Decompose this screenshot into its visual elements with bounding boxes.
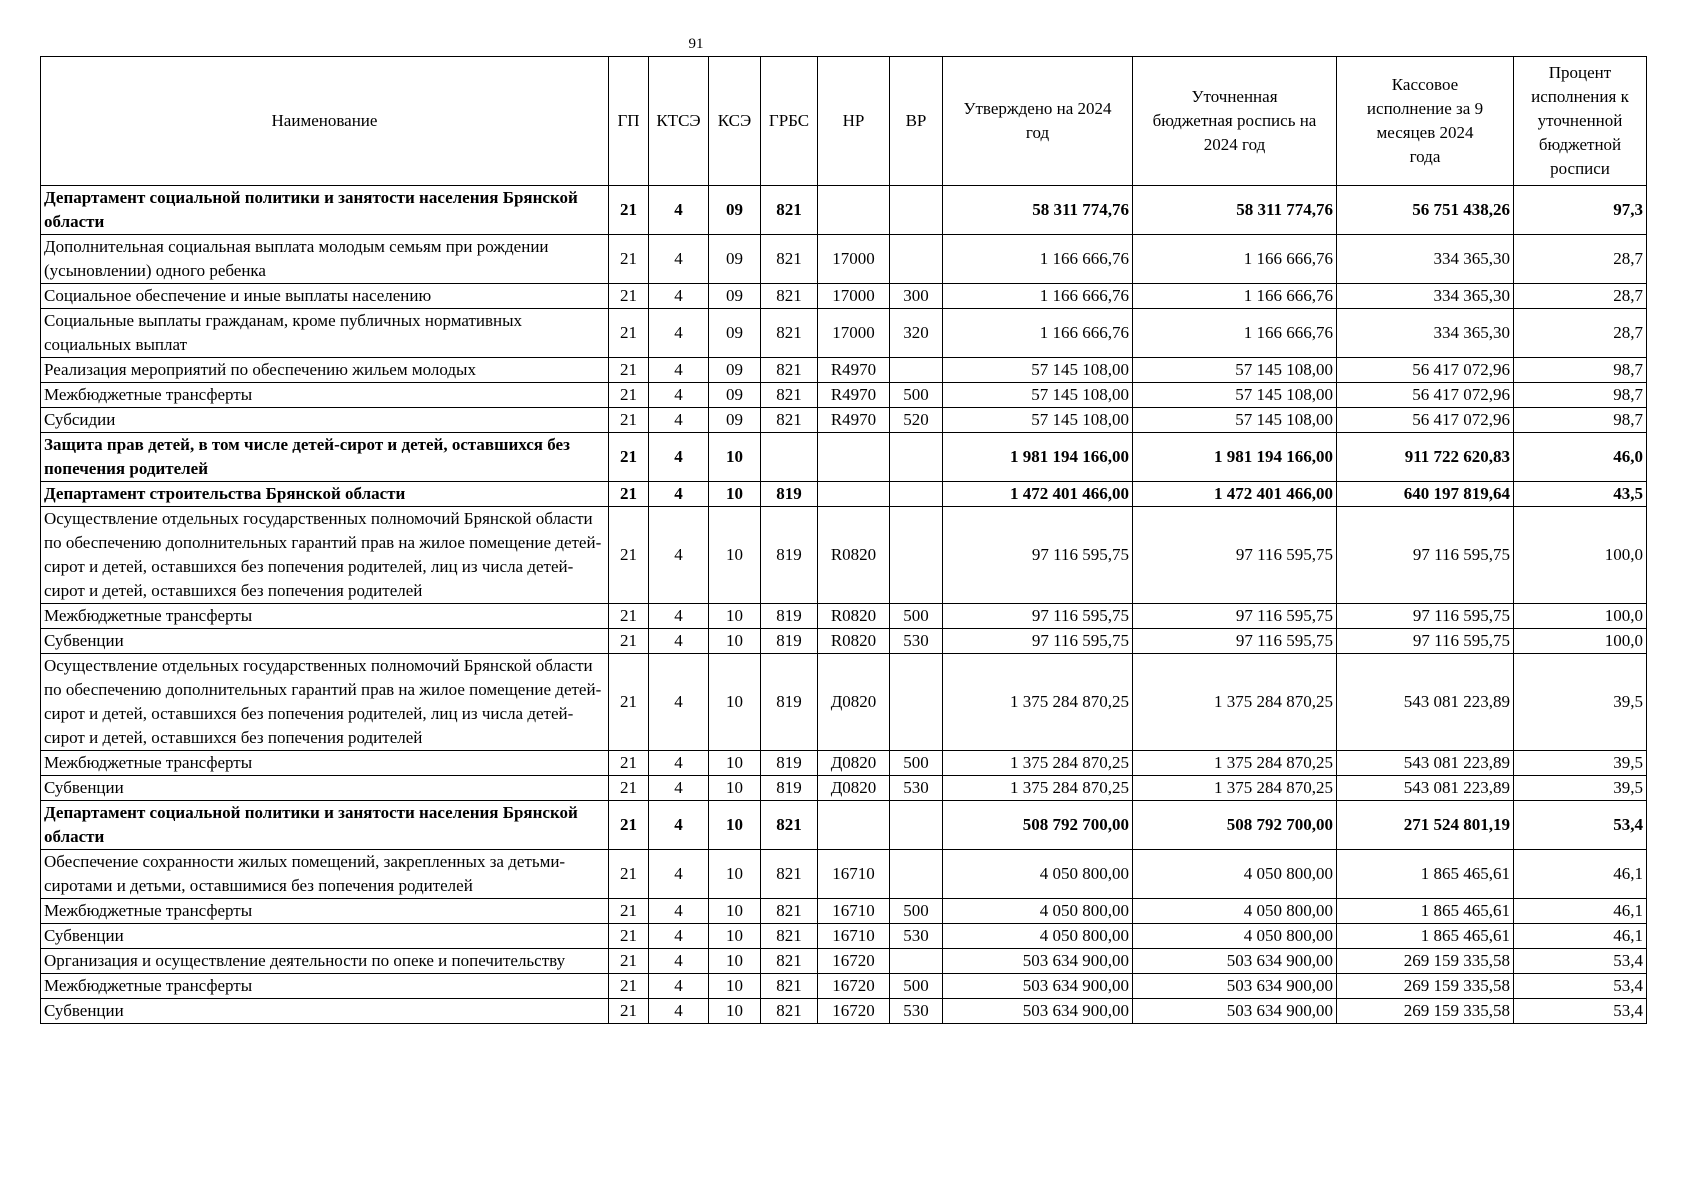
cell-cash: 56 751 438,26 <box>1337 186 1514 235</box>
cell-cash: 97 116 595,75 <box>1337 507 1514 604</box>
cell-ktse: 4 <box>649 507 709 604</box>
cell-np: R0820 <box>818 629 890 654</box>
table-row <box>41 482 1647 507</box>
cell-refined: 57 145 108,00 <box>1133 358 1337 383</box>
cell-approved: 1 375 284 870,25 <box>943 654 1133 751</box>
cell-cash: 543 081 223,89 <box>1337 751 1514 776</box>
cell-name: Межбюджетные трансферты <box>41 604 609 629</box>
cell-kse: 09 <box>709 358 761 383</box>
cell-refined: 508 792 700,00 <box>1133 801 1337 850</box>
cell-refined: 1 472 401 466,00 <box>1133 482 1337 507</box>
cell-gp: 21 <box>609 776 649 801</box>
cell-name: Дополнительная социальная выплата молодым семьям при рождении (усыновлении) одного ребенка <box>41 235 609 284</box>
header-approved: Утверждено на 2024 год <box>943 57 1133 186</box>
cell-gp: 21 <box>609 850 649 899</box>
cell-np: R4970 <box>818 358 890 383</box>
table-row <box>41 801 1647 850</box>
cell-np: 17000 <box>818 235 890 284</box>
cell-name: Межбюджетные трансферты <box>41 383 609 408</box>
cell-approved: 4 050 800,00 <box>943 924 1133 949</box>
cell-kse: 10 <box>709 801 761 850</box>
cell-ktse: 4 <box>649 235 709 284</box>
cell-grbs: 821 <box>761 974 818 999</box>
cell-grbs: 821 <box>761 801 818 850</box>
cell-gp: 21 <box>609 949 649 974</box>
cell-name: Субвенции <box>41 776 609 801</box>
cell-name: Осуществление отдельных государственных полномочий Брянской области по обеспечению дополнительных гарантий прав на жилое помещение детей-сирот и детей, оставшихся без попечения родителей, лиц из числа детей-сирот и детей, оставшихся без попечения родителей <box>41 507 609 604</box>
cell-refined: 1 166 666,76 <box>1133 235 1337 284</box>
cell-ktse: 4 <box>649 186 709 235</box>
cell-ktse: 4 <box>649 654 709 751</box>
cell-gp: 21 <box>609 309 649 358</box>
cell-grbs: 819 <box>761 604 818 629</box>
cell-approved: 1 166 666,76 <box>943 309 1133 358</box>
cell-grbs: 821 <box>761 899 818 924</box>
cell-approved: 97 116 595,75 <box>943 604 1133 629</box>
cell-refined: 57 145 108,00 <box>1133 383 1337 408</box>
cell-name: Субсидии <box>41 408 609 433</box>
cell-percent: 53,4 <box>1514 974 1647 999</box>
cell-ktse: 4 <box>649 284 709 309</box>
cell-name: Департамент строительства Брянской области <box>41 482 609 507</box>
header-grbs: ГРБС <box>761 57 818 186</box>
cell-grbs: 821 <box>761 235 818 284</box>
cell-kse: 10 <box>709 999 761 1024</box>
cell-vr <box>890 433 943 482</box>
cell-ktse: 4 <box>649 604 709 629</box>
cell-gp: 21 <box>609 383 649 408</box>
table-row <box>41 974 1647 999</box>
cell-vr <box>890 186 943 235</box>
budget-table <box>40 56 1647 1024</box>
cell-vr <box>890 235 943 284</box>
cell-grbs: 821 <box>761 999 818 1024</box>
cell-kse: 09 <box>709 235 761 284</box>
cell-grbs: 821 <box>761 924 818 949</box>
cell-kse: 09 <box>709 383 761 408</box>
cell-np: Д0820 <box>818 776 890 801</box>
cell-vr <box>890 507 943 604</box>
cell-refined: 97 116 595,75 <box>1133 629 1337 654</box>
cell-vr: 500 <box>890 383 943 408</box>
cell-kse: 09 <box>709 408 761 433</box>
header-gp: ГП <box>609 57 649 186</box>
cell-name: Субвенции <box>41 999 609 1024</box>
cell-np: R0820 <box>818 604 890 629</box>
cell-np <box>818 433 890 482</box>
cell-grbs: 819 <box>761 507 818 604</box>
cell-vr: 530 <box>890 999 943 1024</box>
cell-approved: 4 050 800,00 <box>943 899 1133 924</box>
table-row <box>41 751 1647 776</box>
cell-name: Социальные выплаты гражданам, кроме публичных нормативных социальных выплат <box>41 309 609 358</box>
cell-approved: 1 375 284 870,25 <box>943 776 1133 801</box>
header-vr: ВР <box>890 57 943 186</box>
cell-cash: 334 365,30 <box>1337 235 1514 284</box>
cell-cash: 543 081 223,89 <box>1337 776 1514 801</box>
cell-gp: 21 <box>609 186 649 235</box>
cell-cash: 911 722 620,83 <box>1337 433 1514 482</box>
header-cash: Кассовое исполнение за 9 месяцев 2024 года <box>1337 57 1514 186</box>
cell-name: Реализация мероприятий по обеспечению жильем молодых <box>41 358 609 383</box>
cell-name: Департамент социальной политики и занятости населения Брянской области <box>41 186 609 235</box>
cell-grbs: 821 <box>761 949 818 974</box>
cell-grbs: 819 <box>761 751 818 776</box>
cell-name: Организация и осуществление деятельности по опеке и попечительству <box>41 949 609 974</box>
cell-name: Субвенции <box>41 629 609 654</box>
cell-np: Д0820 <box>818 654 890 751</box>
cell-np: 16710 <box>818 850 890 899</box>
cell-percent: 46,1 <box>1514 850 1647 899</box>
cell-refined: 57 145 108,00 <box>1133 408 1337 433</box>
cell-kse: 10 <box>709 482 761 507</box>
cell-vr: 520 <box>890 408 943 433</box>
cell-percent: 53,4 <box>1514 801 1647 850</box>
cell-ktse: 4 <box>649 383 709 408</box>
cell-percent: 97,3 <box>1514 186 1647 235</box>
cell-np: 16710 <box>818 924 890 949</box>
cell-ktse: 4 <box>649 949 709 974</box>
table-row <box>41 629 1647 654</box>
cell-vr: 530 <box>890 629 943 654</box>
cell-refined: 1 375 284 870,25 <box>1133 654 1337 751</box>
cell-np: R4970 <box>818 408 890 433</box>
cell-gp: 21 <box>609 482 649 507</box>
cell-vr: 530 <box>890 924 943 949</box>
cell-refined: 4 050 800,00 <box>1133 850 1337 899</box>
cell-ktse: 4 <box>649 482 709 507</box>
cell-kse: 10 <box>709 654 761 751</box>
cell-cash: 271 524 801,19 <box>1337 801 1514 850</box>
cell-name: Межбюджетные трансферты <box>41 974 609 999</box>
cell-name: Осуществление отдельных государственных полномочий Брянской области по обеспечению дополнительных гарантий прав на жилое помещение детей-сирот и детей, оставшихся без попечения родителей, лиц из числа детей-сирот и детей, оставшихся без попечения родителей <box>41 654 609 751</box>
cell-ktse: 4 <box>649 358 709 383</box>
table-row <box>41 654 1647 751</box>
cell-refined: 58 311 774,76 <box>1133 186 1337 235</box>
cell-np: 17000 <box>818 309 890 358</box>
cell-np: 16720 <box>818 999 890 1024</box>
cell-ktse: 4 <box>649 408 709 433</box>
cell-grbs: 819 <box>761 482 818 507</box>
cell-np: 16720 <box>818 949 890 974</box>
cell-gp: 21 <box>609 507 649 604</box>
cell-grbs: 821 <box>761 358 818 383</box>
cell-approved: 57 145 108,00 <box>943 383 1133 408</box>
cell-name: Защита прав детей, в том числе детей-сирот и детей, оставшихся без попечения родителей <box>41 433 609 482</box>
cell-kse: 10 <box>709 776 761 801</box>
header-np: НР <box>818 57 890 186</box>
cell-approved: 508 792 700,00 <box>943 801 1133 850</box>
table-row <box>41 186 1647 235</box>
cell-kse: 10 <box>709 433 761 482</box>
cell-np <box>818 482 890 507</box>
table-row <box>41 949 1647 974</box>
cell-np: R4970 <box>818 383 890 408</box>
cell-cash: 97 116 595,75 <box>1337 629 1514 654</box>
cell-gp: 21 <box>609 433 649 482</box>
cell-grbs: 821 <box>761 309 818 358</box>
cell-kse: 10 <box>709 604 761 629</box>
cell-cash: 334 365,30 <box>1337 309 1514 358</box>
cell-percent: 100,0 <box>1514 604 1647 629</box>
cell-vr: 300 <box>890 284 943 309</box>
cell-ktse: 4 <box>649 629 709 654</box>
cell-approved: 58 311 774,76 <box>943 186 1133 235</box>
table-row <box>41 433 1647 482</box>
cell-percent: 39,5 <box>1514 654 1647 751</box>
table-row <box>41 284 1647 309</box>
cell-kse: 09 <box>709 186 761 235</box>
cell-ktse: 4 <box>649 999 709 1024</box>
table-row <box>41 408 1647 433</box>
cell-percent: 46,0 <box>1514 433 1647 482</box>
cell-gp: 21 <box>609 801 649 850</box>
cell-percent: 28,7 <box>1514 284 1647 309</box>
cell-grbs: 821 <box>761 850 818 899</box>
cell-vr <box>890 482 943 507</box>
cell-name: Субвенции <box>41 924 609 949</box>
table-row <box>41 850 1647 899</box>
header-refined: Уточненная бюджетная роспись на 2024 год <box>1133 57 1337 186</box>
table-row <box>41 999 1647 1024</box>
cell-percent: 53,4 <box>1514 949 1647 974</box>
cell-approved: 1 375 284 870,25 <box>943 751 1133 776</box>
cell-cash: 97 116 595,75 <box>1337 604 1514 629</box>
cell-refined: 97 116 595,75 <box>1133 507 1337 604</box>
cell-ktse: 4 <box>649 776 709 801</box>
cell-kse: 10 <box>709 974 761 999</box>
cell-cash: 334 365,30 <box>1337 284 1514 309</box>
cell-gp: 21 <box>609 999 649 1024</box>
table-body <box>41 186 1647 1024</box>
cell-cash: 56 417 072,96 <box>1337 408 1514 433</box>
cell-ktse: 4 <box>649 433 709 482</box>
cell-grbs <box>761 433 818 482</box>
cell-approved: 97 116 595,75 <box>943 629 1133 654</box>
cell-name: Департамент социальной политики и занятости населения Брянской области <box>41 801 609 850</box>
cell-percent: 98,7 <box>1514 383 1647 408</box>
cell-ktse: 4 <box>649 899 709 924</box>
cell-vr <box>890 358 943 383</box>
cell-grbs: 819 <box>761 776 818 801</box>
page-number: 91 <box>688 36 704 52</box>
cell-name: Обеспечение сохранности жилых помещений, закрепленных за детьми-сиротами и детьми, оставшимися без попечения родителей <box>41 850 609 899</box>
cell-kse: 10 <box>709 949 761 974</box>
cell-kse: 10 <box>709 850 761 899</box>
cell-cash: 640 197 819,64 <box>1337 482 1514 507</box>
cell-ktse: 4 <box>649 801 709 850</box>
cell-percent: 100,0 <box>1514 507 1647 604</box>
cell-name: Социальное обеспечение и иные выплаты населению <box>41 284 609 309</box>
cell-percent: 100,0 <box>1514 629 1647 654</box>
cell-vr <box>890 850 943 899</box>
header-percent: Процент исполнения к уточненной бюджетной росписи <box>1514 57 1647 186</box>
cell-vr: 320 <box>890 309 943 358</box>
cell-approved: 1 472 401 466,00 <box>943 482 1133 507</box>
cell-percent: 46,1 <box>1514 899 1647 924</box>
cell-gp: 21 <box>609 235 649 284</box>
cell-percent: 28,7 <box>1514 309 1647 358</box>
cell-grbs: 821 <box>761 383 818 408</box>
cell-refined: 4 050 800,00 <box>1133 899 1337 924</box>
cell-refined: 1 166 666,76 <box>1133 284 1337 309</box>
cell-approved: 1 166 666,76 <box>943 284 1133 309</box>
cell-refined: 1 981 194 166,00 <box>1133 433 1337 482</box>
cell-approved: 503 634 900,00 <box>943 974 1133 999</box>
cell-name: Межбюджетные трансферты <box>41 899 609 924</box>
cell-np: R0820 <box>818 507 890 604</box>
cell-refined: 503 634 900,00 <box>1133 949 1337 974</box>
cell-refined: 1 375 284 870,25 <box>1133 776 1337 801</box>
cell-percent: 98,7 <box>1514 408 1647 433</box>
cell-ktse: 4 <box>649 309 709 358</box>
cell-approved: 4 050 800,00 <box>943 850 1133 899</box>
cell-gp: 21 <box>609 974 649 999</box>
cell-np: 17000 <box>818 284 890 309</box>
cell-vr: 500 <box>890 899 943 924</box>
cell-grbs: 819 <box>761 654 818 751</box>
table-row <box>41 604 1647 629</box>
cell-kse: 10 <box>709 507 761 604</box>
cell-grbs: 821 <box>761 284 818 309</box>
cell-gp: 21 <box>609 899 649 924</box>
cell-cash: 56 417 072,96 <box>1337 383 1514 408</box>
cell-percent: 43,5 <box>1514 482 1647 507</box>
cell-refined: 503 634 900,00 <box>1133 999 1337 1024</box>
cell-kse: 10 <box>709 751 761 776</box>
cell-grbs: 819 <box>761 629 818 654</box>
cell-cash: 269 159 335,58 <box>1337 974 1514 999</box>
table-row <box>41 899 1647 924</box>
cell-kse: 10 <box>709 924 761 949</box>
cell-np: 16710 <box>818 899 890 924</box>
cell-percent: 46,1 <box>1514 924 1647 949</box>
cell-gp: 21 <box>609 284 649 309</box>
cell-approved: 1 981 194 166,00 <box>943 433 1133 482</box>
cell-gp: 21 <box>609 924 649 949</box>
cell-kse: 09 <box>709 309 761 358</box>
cell-np: Д0820 <box>818 751 890 776</box>
cell-vr: 530 <box>890 776 943 801</box>
table-row <box>41 383 1647 408</box>
table-row <box>41 309 1647 358</box>
cell-grbs: 821 <box>761 186 818 235</box>
cell-cash: 1 865 465,61 <box>1337 924 1514 949</box>
cell-vr <box>890 654 943 751</box>
header-row <box>41 57 1647 186</box>
table-row <box>41 776 1647 801</box>
cell-approved: 1 166 666,76 <box>943 235 1133 284</box>
cell-kse: 09 <box>709 284 761 309</box>
cell-grbs: 821 <box>761 408 818 433</box>
cell-cash: 1 865 465,61 <box>1337 899 1514 924</box>
cell-vr: 500 <box>890 751 943 776</box>
cell-percent: 39,5 <box>1514 776 1647 801</box>
cell-gp: 21 <box>609 751 649 776</box>
cell-np <box>818 801 890 850</box>
table-row <box>41 507 1647 604</box>
cell-percent: 53,4 <box>1514 999 1647 1024</box>
header-ktse: КТСЭ <box>649 57 709 186</box>
cell-cash: 1 865 465,61 <box>1337 850 1514 899</box>
cell-kse: 10 <box>709 629 761 654</box>
cell-cash: 56 417 072,96 <box>1337 358 1514 383</box>
table-row <box>41 235 1647 284</box>
cell-vr <box>890 949 943 974</box>
table-row <box>41 358 1647 383</box>
cell-refined: 1 375 284 870,25 <box>1133 751 1337 776</box>
cell-vr <box>890 801 943 850</box>
cell-percent: 28,7 <box>1514 235 1647 284</box>
cell-approved: 57 145 108,00 <box>943 358 1133 383</box>
cell-ktse: 4 <box>649 751 709 776</box>
cell-vr: 500 <box>890 604 943 629</box>
cell-kse: 10 <box>709 899 761 924</box>
cell-ktse: 4 <box>649 850 709 899</box>
cell-percent: 98,7 <box>1514 358 1647 383</box>
cell-refined: 97 116 595,75 <box>1133 604 1337 629</box>
cell-refined: 503 634 900,00 <box>1133 974 1337 999</box>
cell-ktse: 4 <box>649 924 709 949</box>
cell-np <box>818 186 890 235</box>
cell-approved: 503 634 900,00 <box>943 949 1133 974</box>
cell-approved: 503 634 900,00 <box>943 999 1133 1024</box>
cell-refined: 1 166 666,76 <box>1133 309 1337 358</box>
table-row <box>41 924 1647 949</box>
cell-cash: 269 159 335,58 <box>1337 999 1514 1024</box>
cell-cash: 543 081 223,89 <box>1337 654 1514 751</box>
header-kse: КСЭ <box>709 57 761 186</box>
cell-ktse: 4 <box>649 974 709 999</box>
cell-vr: 500 <box>890 974 943 999</box>
cell-gp: 21 <box>609 408 649 433</box>
cell-gp: 21 <box>609 654 649 751</box>
cell-gp: 21 <box>609 358 649 383</box>
cell-approved: 97 116 595,75 <box>943 507 1133 604</box>
cell-refined: 4 050 800,00 <box>1133 924 1337 949</box>
cell-name: Межбюджетные трансферты <box>41 751 609 776</box>
cell-cash: 269 159 335,58 <box>1337 949 1514 974</box>
cell-percent: 39,5 <box>1514 751 1647 776</box>
cell-np: 16720 <box>818 974 890 999</box>
header-name: Наименование <box>41 57 609 186</box>
cell-gp: 21 <box>609 629 649 654</box>
cell-approved: 57 145 108,00 <box>943 408 1133 433</box>
cell-gp: 21 <box>609 604 649 629</box>
